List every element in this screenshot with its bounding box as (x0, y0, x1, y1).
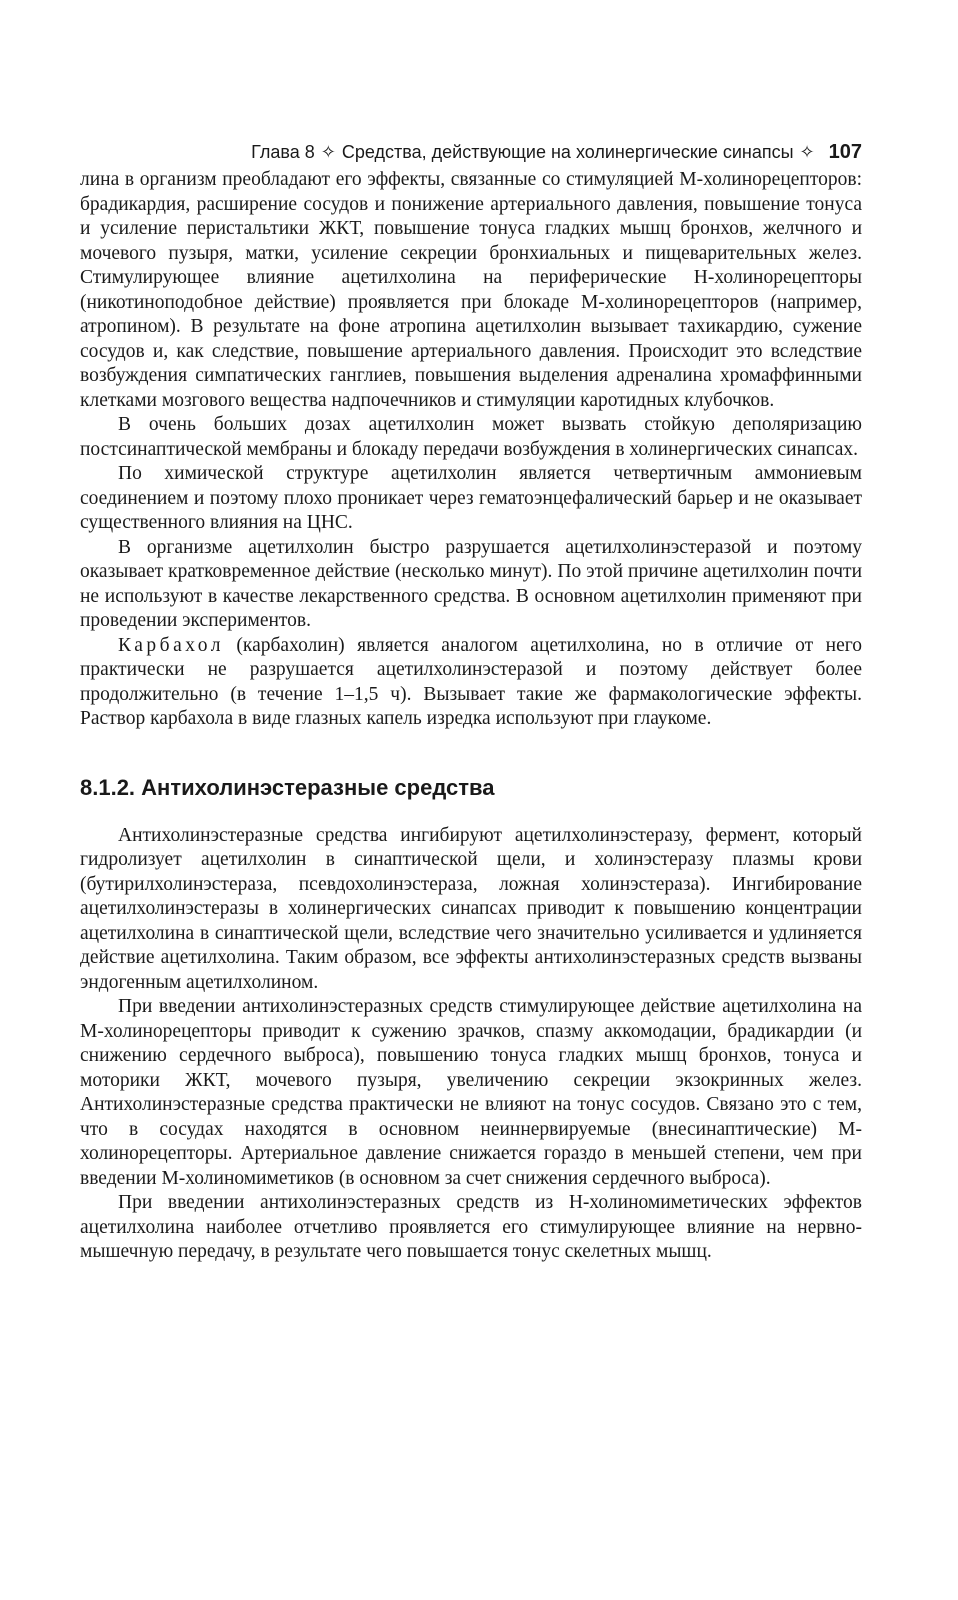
body-text-top (80, 168, 862, 732)
chapter-title: Средства, действующие на холинергические синапсы (341, 142, 794, 162)
paragraph: По химической структуре ацетилхолин является четвертичным аммониевым соединением и поэтому плохо проникает через гематоэнцефалический барьер и не оказывает существенного влияния на ЦНС. (80, 463, 862, 533)
body-text-bottom (80, 824, 862, 1265)
paragraph: Антихолинэстеразные средства ингибируют ацетилхолинэстеразу, фермент, который гидролизует ацетилхолин в синаптической щели, и холинэстеразу плазмы крови (бутирилхолинэстераза, псевдохолинэстераза, ложная холинэстераза). Ингибирование ацетилхолинэстеразы в холинергических синапсах приводит к повышению концентрации ацетилхолина в синаптической щели, вследствие чего значительно усиливается и удлиняется действие ацетилхолина. Таким образом, все эффекты антихолинэстеразных средств вызваны эндогенным ацетилхолином. (80, 824, 862, 993)
drug-term: Карбахол (118, 634, 224, 656)
running-header (80, 140, 862, 168)
paragraph: лина в организм преобладают его эффекты, связанные со стимуляцией М-холинорецепторов: брадикардия, расширение сосудов и понижение артериального давления, повышение тонуса и усиление перистальтики ЖКТ, повышение тонуса гладких мышц бронхов, желчного и мочевого пузыря, матки, усиление секреции бронхиальных и пищеварительных желез. Стимулирующее влияние ацетилхолина на периферические Н-холинорецепторы (никотиноподобное действие) проявляется при блокаде М-холинорецепторов (например, атропином). В результате на фоне атропина ацетилхолин вызывает тахикардию, сужение сосудов и, как следствие, повышение артериального давления. Происходит это вследствие возбуждения симпатических ганглиев, повышения выделения адреналина хромаффинными клетками мозгового вещества надпочечников и стимуляции каротидных клубочков. (80, 169, 862, 411)
paragraph-text: (карбахолин) является аналогом ацетилхолина, но в отличие от него практически не разрушается ацетилхолинэстеразой и поэтому действует более продолжительно (в течение 1–1,5 ч). Вызывает такие же фармакологические эффекты. Раствор карбахола в виде глазных капель изредка используют при глаукоме. (80, 634, 862, 729)
paragraph: В очень больших дозах ацетилхолин может вызвать стойкую деполяризацию постсинаптической мембраны и блокаду передачи возбуждения в холинергических синапсах. (80, 414, 862, 460)
page-number: 107 (828, 141, 862, 163)
book-page (80, 140, 862, 1265)
diamond-separator-icon: ✧ (799, 142, 815, 162)
paragraph: В организме ацетилхолин быстро разрушается ацетилхолинэстеразой и поэтому оказывает кратковременное действие (несколько минут). По этой причине ацетилхолин почти не используют в качестве лекарственного средства. В основном ацетилхолин применяют при проведении экспериментов. (80, 536, 862, 631)
paragraph: При введении антихолинэстеразных средств из Н-холиномиметических эффектов ацетилхолина наиболее отчетливо проявляется его стимулирующее влияние на нервно-мышечную передачу, в результате чего повышается тонус скелетных мышц. (80, 1192, 862, 1262)
paragraph: При введении антихолинэстеразных средств стимулирующее действие ацетилхолина на М-холинорецепторы приводит к сужению зрачков, спазму аккомодации, брадикардии (и снижению сердечного выброса), повышению тонуса гладких мышц бронхов, тонуса и моторики ЖКТ, мочевого пузыря, увеличению секреции экзокринных желез. Антихолинэстеразные средства практически не влияют на тонус сосудов. Связано это с тем, что в сосудах находятся в основном неиннервируемые (внесинаптические) М-холинорецепторы. Артериальное давление снижается гораздо в меньшей степени, чем при введении М-холиномиметиков (в основном за счет снижения сердечного выброса). (80, 996, 862, 1189)
section-number: 8.1.2. (80, 774, 136, 800)
section-title: Антихолинэстеразные средства (141, 774, 495, 800)
section-heading (80, 774, 862, 802)
diamond-separator-icon: ✧ (320, 142, 336, 162)
paragraph-carbachol (80, 634, 862, 732)
chapter-label: Глава 8 (251, 142, 315, 162)
